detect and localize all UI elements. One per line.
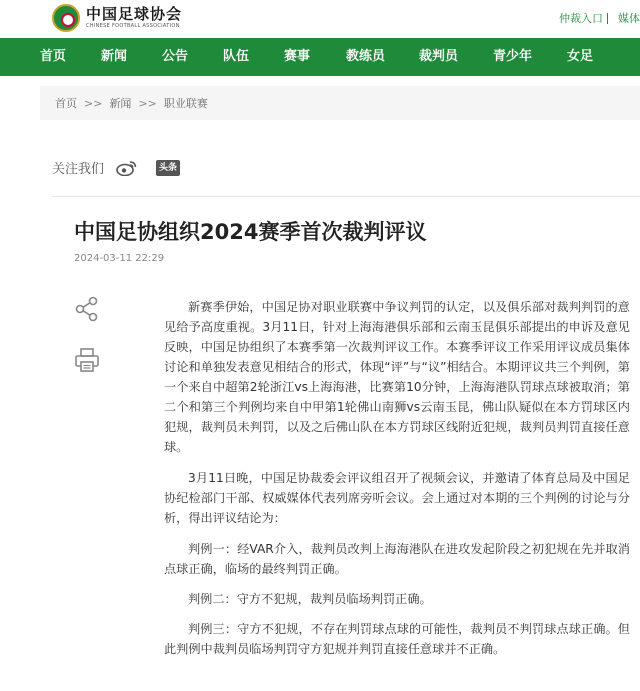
nav-item-youth[interactable]: 青少年: [493, 49, 533, 64]
breadcrumb-news[interactable]: 新闻: [109, 97, 132, 110]
article-divider: [52, 196, 640, 197]
breadcrumb-home[interactable]: 首页: [55, 97, 77, 110]
nav-item-womens[interactable]: 女足: [567, 49, 594, 64]
weibo-icon[interactable]: [116, 160, 138, 176]
toutiao-icon[interactable]: 头条: [156, 160, 180, 176]
top-links: [549, 10, 640, 26]
top-bar: [0, 0, 640, 38]
article-paragraph: 判例二：守方不犯规，裁判员临场判罚正确。: [188, 592, 432, 606]
logo-emblem-icon: [52, 4, 80, 32]
article-title: 中国足协组织2024赛季首次裁判评议: [74, 220, 427, 244]
breadcrumb-separator: >>: [84, 96, 103, 110]
logo-title: 中国足球协会: [86, 5, 183, 23]
media-link[interactable]: 媒体: [618, 12, 640, 25]
article-paragraph: 3月11日晚，中国足协裁委会评议组召开了视频会议，并邀请了体育总局及中国足协纪检部门干部、权威媒体代表列席旁听会议。会上通过对本期的三个判例的讨论与分析，得出评议结论为：: [164, 471, 630, 525]
nav-item-news[interactable]: 新闻: [101, 49, 128, 64]
nav-item-events[interactable]: 赛事: [284, 49, 311, 64]
article-paragraph: 判例一：经VAR介入，裁判员改判上海海港队在进攻发起阶段之初犯规在先并取消点球正确，临场的最终判罚正确。: [164, 542, 630, 576]
top-link-divider: [607, 13, 608, 24]
nav-item-teams[interactable]: 队伍: [223, 49, 250, 64]
main-nav: [0, 38, 640, 76]
follow-label: 关注我们: [52, 162, 105, 177]
nav-item-referees[interactable]: 裁判员: [419, 49, 459, 64]
article-paragraph: 判例三：守方不犯规，不存在判罚球点球的可能性，裁判员不判罚球点球正确。但此判例中裁判员临场判罚守方犯规并判罚直接任意球并不正确。: [164, 622, 630, 656]
breadcrumb-league[interactable]: 职业联赛: [163, 97, 208, 110]
logo-subtitle: CHINESE FOOTBALL ASSOCIATION: [86, 23, 180, 29]
breadcrumb-separator: >>: [138, 96, 157, 110]
nav-item-home[interactable]: 首页: [40, 49, 67, 64]
follow-bar: [52, 158, 180, 177]
site-logo[interactable]: [52, 4, 182, 32]
nav-item-announcements[interactable]: 公告: [162, 49, 189, 64]
arbitration-link[interactable]: 仲裁入口: [559, 12, 603, 25]
nav-item-coaches[interactable]: 教练员: [346, 49, 386, 64]
print-icon[interactable]: [74, 347, 100, 373]
share-icon[interactable]: [74, 296, 100, 322]
article-time: 2024-03-11 22:29: [74, 253, 165, 264]
article-paragraph: 新赛季伊始，中国足协对职业联赛中争议判罚的认定，以及俱乐部对裁判判罚的意见给予高度重视。3月11日，针对上海海港俱乐部和云南玉昆俱乐部提出的申诉及意见反映，中国足协组织了本赛季第一次裁判评议工作。本赛季评议工作采用评议成员集体讨论和单独发表意见相结合的形式，体现“评”与“议”相结合。本期评议共三个判例，第一个来自中超第2轮浙江vs上海海港，比赛第10分钟，上海海港队罚球点球被取消；第二个和第三个判例均来自中甲第1轮佛山南狮vs云南玉昆，佛山队疑似在本方罚球区内犯规，裁判员未判罚，以及之后佛山队在本方罚球区线附近犯规，裁判员判罚直接任意球。: [164, 300, 630, 454]
breadcrumb: [40, 86, 640, 120]
article-body: [164, 297, 630, 669]
